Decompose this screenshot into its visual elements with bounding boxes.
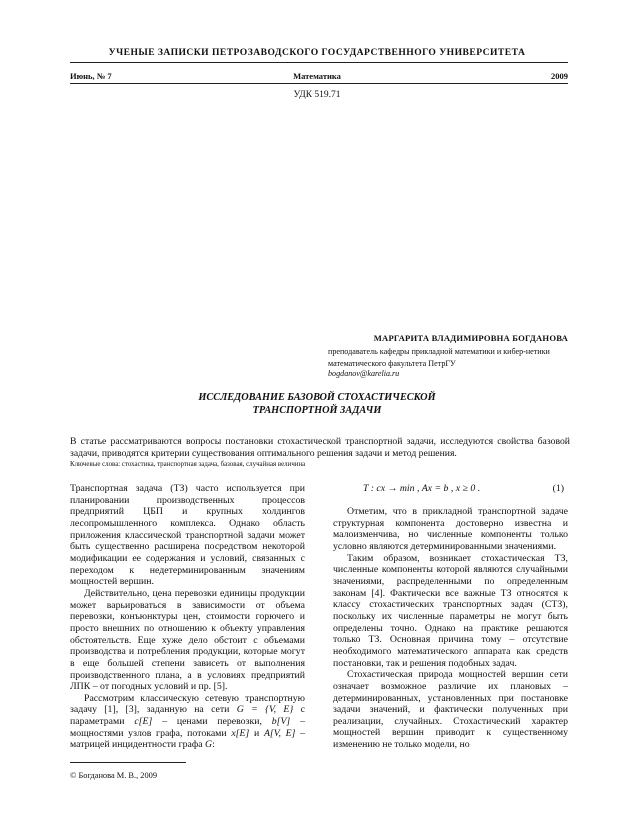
body-column-right bbox=[333, 483, 568, 751]
equation-body: T : cx → min , Ax = b , x ≥ 0 . bbox=[363, 483, 481, 494]
paragraph: Транспортная задача (ТЗ) часто используется при планировании производственных процессов предприятий ЦБП и крупных холдингов лесопромышленного комплекса. Однако область приложения классической транспортной задачи может быть существенно расширена посредством некоторой модификации ее содержания и условий, связанных с переходом к недетерминированным значениям мощностей вершин. bbox=[70, 483, 305, 588]
equation-1 bbox=[333, 483, 568, 495]
article-title bbox=[0, 392, 634, 417]
author-name: МАРГАРИТА ВЛАДИМИРОВНА БОГДАНОВА bbox=[373, 333, 568, 343]
year-label: 2009 bbox=[551, 71, 568, 81]
abstract: В статье рассматриваются вопросы постановки стохастической транспортной задачи, исследуются свойства базовой задачи, приводятся критерии существования оптимального решения задачи и метод решения. bbox=[70, 436, 570, 459]
math-cost: c[E] bbox=[134, 716, 153, 728]
author-email[interactable]: bogdanov@karelia.ru bbox=[328, 369, 400, 378]
paragraph: Таким образом, возникает стохастическая ТЗ, численные компоненты которой являются случайными значениями, распределенными по определенным законам [4]. Фактически все важные ТЗ относятся к классу стохастических транспортных задач (СТЗ), поскольку их численные параметры не могут быть определены точно. Однако на практике решаются только ТЗ. Основная причина тому – отсутствие необходимого математического аппарата как средств постановки, так и решения подобных задач. bbox=[333, 552, 568, 669]
paragraph: Стохастическая природа мощностей вершин сети означает возможное различие их плановых – детерминированных, установленных при постановке задачи значений, и фактически полученных при реализации, случайных. Стохастический характер мощностей вершин приводит к существенному изменению не только модели, но bbox=[333, 669, 568, 751]
keywords: Ключевые слова: стохастика, транспортная задача, базовая, случайная величина bbox=[70, 461, 306, 468]
math-graph: G = {V, E} bbox=[236, 704, 294, 716]
title-line-2: ТРАНСПОРТНОЙ ЗАДАЧИ bbox=[252, 404, 382, 416]
author-affiliation: преподаватель кафедры прикладной математики и кибер-нетики математического факультета ПетрГУ bbox=[328, 347, 550, 368]
copyright-footnote: © Богданова М. В., 2009 bbox=[70, 771, 158, 780]
journal-title: УЧЕНЫЕ ЗАПИСКИ ПЕТРОЗАВОДСКОГО ГОСУДАРСТВЕННОГО УНИВЕРСИТЕТА bbox=[108, 47, 526, 58]
body-column-left bbox=[70, 483, 305, 751]
header-rule-top bbox=[70, 62, 568, 63]
paragraph: Отметим, что в прикладной транспортной задаче структурная компонента достоверно известна и малоизменчива, но численные компоненты только условно являются детерминированными значениями. bbox=[333, 506, 568, 552]
equation-number: (1) bbox=[552, 483, 564, 494]
udk-code: УДК 519.71 bbox=[293, 90, 341, 100]
issue-label: Июнь, № 7 bbox=[70, 71, 112, 81]
math-graph-g: G bbox=[205, 739, 213, 751]
section-label: Математика bbox=[293, 71, 341, 81]
title-line-1: ИССЛЕДОВАНИЕ БАЗОВОЙ СТОХАСТИЧЕСКОЙ bbox=[198, 392, 436, 403]
math-flow: x[E] bbox=[231, 727, 250, 739]
paragraph: Действительно, цена перевозки единицы продукции может варьироваться в зависимости от объема перевозки, конъюнктуры цен, стоимости горючего и просто внешних по отношению к объекту управления обстоятельств. Еще хуже дело обстоит с объемами производства и потребления продукции, которые могут в еще большей степени зависеть от выполнения производственного плана, а в условиях предприятий ЛПК – от погодных условий и пр. [5]. bbox=[70, 587, 305, 693]
math-incidence: A[V, E] bbox=[263, 727, 296, 739]
header-rule-bottom bbox=[70, 83, 568, 84]
paragraph: Рассмотрим классическую сетевую транспортную задачу [1], [3], заданную на сети G = {V, E} с параметрами c[E] – ценами перевозки, b[V] – мощностями узлов графа, потоками x[E] и A[V, E] – матрицей инцидентности графа G: bbox=[70, 692, 306, 751]
math-capacity: b[V] bbox=[271, 716, 291, 728]
footnote-rule bbox=[70, 762, 186, 763]
